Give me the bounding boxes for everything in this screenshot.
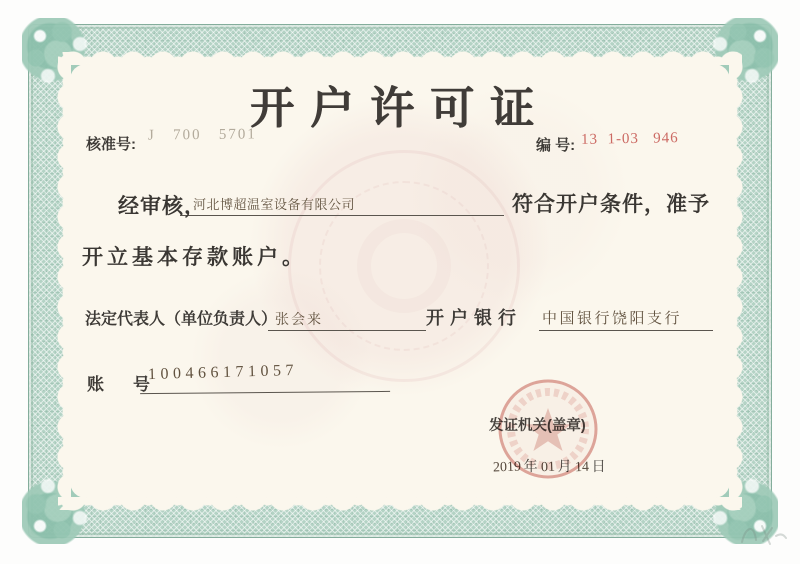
serial-number-value: 13 1-03 946 xyxy=(580,130,679,148)
issue-date-year: 2019 xyxy=(492,459,521,476)
bank-value: 中国银行饶阳支行 xyxy=(542,311,683,327)
body-line2: 开立基本存款账户。 xyxy=(82,246,307,269)
issue-date-day: 14 xyxy=(574,459,589,476)
account-number-label: 账 号 xyxy=(87,375,156,394)
certificate-title: 开户许可证 xyxy=(250,84,550,133)
company-name-value: 河北博超温室设备有限公司 xyxy=(193,197,356,212)
account-number-value: 100466171057 xyxy=(147,361,299,384)
issue-date: 2019 年 01 月 14 日 xyxy=(492,458,606,476)
bank-label: 开户银行 xyxy=(426,308,522,328)
body-prefix: 经审核， xyxy=(118,195,206,218)
approval-number-label: 核准号: xyxy=(86,136,136,153)
issuer-label: 发证机关(盖章) xyxy=(489,418,586,434)
legal-rep-value: 张会来 xyxy=(275,313,323,328)
pencil-scribble xyxy=(736,512,792,558)
body-suffix: 符合开户条件，准予 xyxy=(512,193,710,216)
scallop-edge-bottom xyxy=(58,497,742,513)
approval-number-value: J 700 5701 xyxy=(147,126,257,144)
issue-date-month: 01 xyxy=(540,459,555,476)
serial-number-label: 编 号: xyxy=(536,137,576,154)
legal-rep-label: 法定代表人（单位负责人） xyxy=(85,311,278,328)
scallop-edge-top xyxy=(58,49,742,65)
